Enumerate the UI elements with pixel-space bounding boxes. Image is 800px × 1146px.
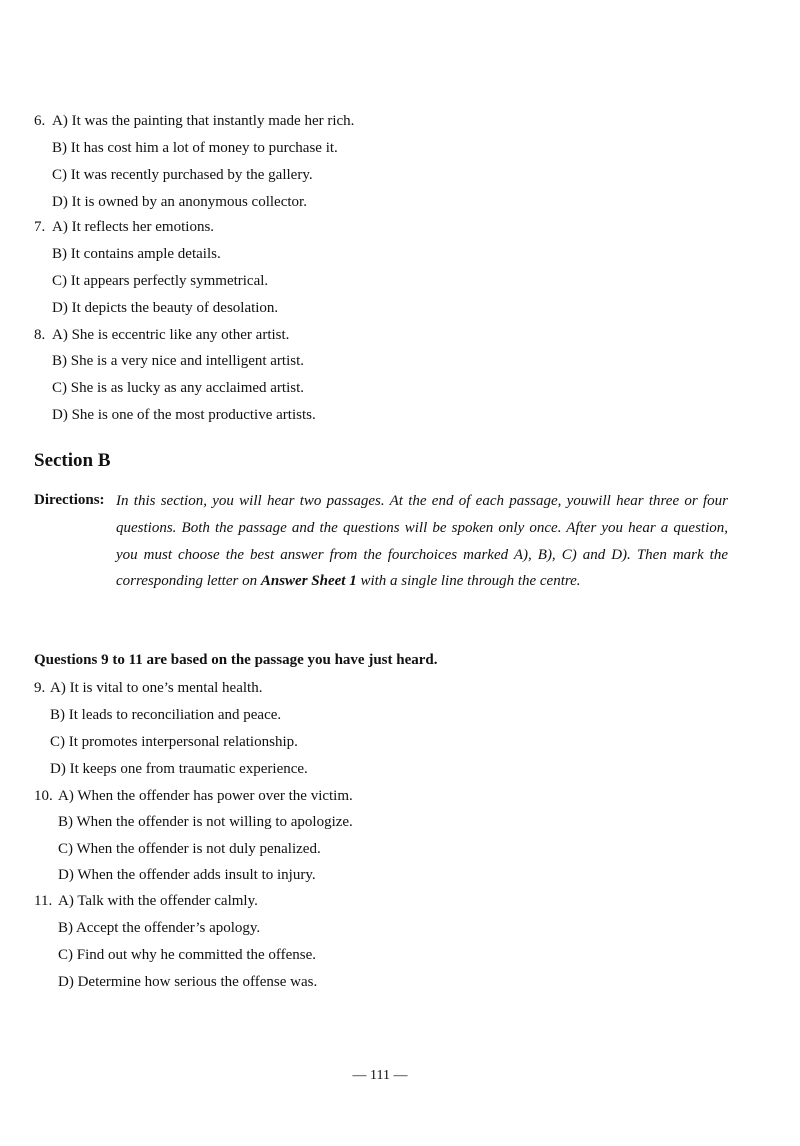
option-d (52, 299, 278, 317)
option-c (58, 840, 321, 858)
option-b (58, 919, 260, 937)
option-a (52, 326, 289, 344)
option-text: When the offender has power over the victim. (77, 788, 353, 804)
option-label: D) (58, 867, 74, 883)
option-c (52, 272, 268, 290)
option-text: It was the painting that instantly made her rich. (71, 113, 355, 129)
option-label: B) (58, 814, 73, 830)
question-number: 9. (34, 680, 46, 696)
option-b (52, 245, 221, 263)
option-c (52, 379, 304, 397)
section-heading: Section B (34, 450, 111, 471)
option-label: B) (52, 353, 67, 369)
option-label: D) (58, 974, 74, 990)
option-label: B) (58, 920, 73, 936)
question-number: 7. (34, 219, 46, 235)
option-label: A) (52, 327, 68, 343)
directions-part1: In this section, you will hear two passages. At the end of each passage, youwill hear three or four questions. Both the passage and the questions will be spoken only once. After you hear a question, you must choose the best answer from the fourchoices marked A), B), C) and D). Then mark the corresponding letter on (116, 493, 728, 590)
option-text: It is owned by an anonymous collector. (71, 194, 307, 210)
option-b (52, 139, 338, 157)
question-number: 6. (34, 113, 46, 129)
option-text: When the offender is not willing to apologize. (76, 814, 353, 830)
option-label: B) (50, 707, 65, 723)
option-text: When the offender adds insult to injury. (77, 867, 316, 883)
question-number: 10. (34, 788, 53, 804)
option-b (58, 813, 353, 831)
option-text: She is a very nice and intelligent artist. (70, 353, 305, 369)
option-text: Accept the offender’s apology. (75, 920, 261, 936)
option-label: B) (52, 140, 67, 156)
option-text: She is as lucky as any acclaimed artist. (70, 380, 305, 396)
option-text: Talk with the offender calmly. (77, 893, 258, 909)
option-label: C) (58, 841, 73, 857)
option-b (52, 352, 304, 370)
option-a (50, 679, 262, 697)
option-text: It was recently purchased by the gallery. (70, 167, 313, 183)
option-c (58, 946, 316, 964)
option-label: C) (52, 273, 67, 289)
answer-sheet-ref: Answer Sheet 1 (260, 573, 357, 590)
option-c (50, 733, 298, 751)
option-a (58, 787, 353, 805)
option-text: It leads to reconciliation and peace. (68, 707, 282, 723)
option-a (52, 112, 354, 130)
option-text: It is vital to one’s mental health. (69, 680, 263, 696)
option-label: D) (50, 761, 66, 777)
option-label: A) (52, 219, 68, 235)
option-text: Determine how serious the offense was. (77, 974, 318, 990)
directions-label: Directions: (34, 492, 105, 508)
option-a (58, 892, 258, 910)
option-label: A) (58, 893, 74, 909)
option-label: C) (52, 380, 67, 396)
option-label: D) (52, 194, 68, 210)
option-d (58, 973, 317, 991)
question-number: 8. (34, 327, 46, 343)
option-text: It has cost him a lot of money to purchase it. (70, 140, 338, 156)
page-number: — 111 — (352, 1068, 408, 1083)
option-text: She is eccentric like any other artist. (71, 327, 290, 343)
option-label: A) (50, 680, 66, 696)
directions-part2: with a single line through the centre. (356, 573, 581, 590)
option-text: Find out why he committed the offense. (76, 947, 317, 963)
option-d (58, 866, 316, 884)
option-label: C) (52, 167, 67, 183)
question-number: 11. (34, 893, 53, 909)
option-text: It keeps one from traumatic experience. (69, 761, 308, 777)
option-text: It depicts the beauty of desolation. (71, 300, 279, 316)
option-label: D) (52, 300, 68, 316)
option-label: A) (52, 113, 68, 129)
option-d (52, 406, 316, 424)
option-label: C) (50, 734, 65, 750)
option-text: It appears perfectly symmetrical. (70, 273, 269, 289)
passage-subheading: Questions 9 to 11 are based on the passage you have just heard. (34, 652, 438, 668)
option-text: It promotes interpersonal relationship. (68, 734, 298, 750)
option-a (52, 218, 214, 236)
option-b (50, 706, 281, 724)
option-label: B) (52, 246, 67, 262)
option-text: It reflects her emotions. (71, 219, 215, 235)
option-label: C) (58, 947, 73, 963)
option-c (52, 166, 313, 184)
option-label: D) (52, 407, 68, 423)
option-d (52, 193, 307, 211)
directions-text (116, 488, 728, 595)
option-text: When the offender is not duly penalized. (76, 841, 321, 857)
option-d (50, 760, 308, 778)
option-label: A) (58, 788, 74, 804)
option-text: She is one of the most productive artists. (71, 407, 316, 423)
option-text: It contains ample details. (70, 246, 221, 262)
